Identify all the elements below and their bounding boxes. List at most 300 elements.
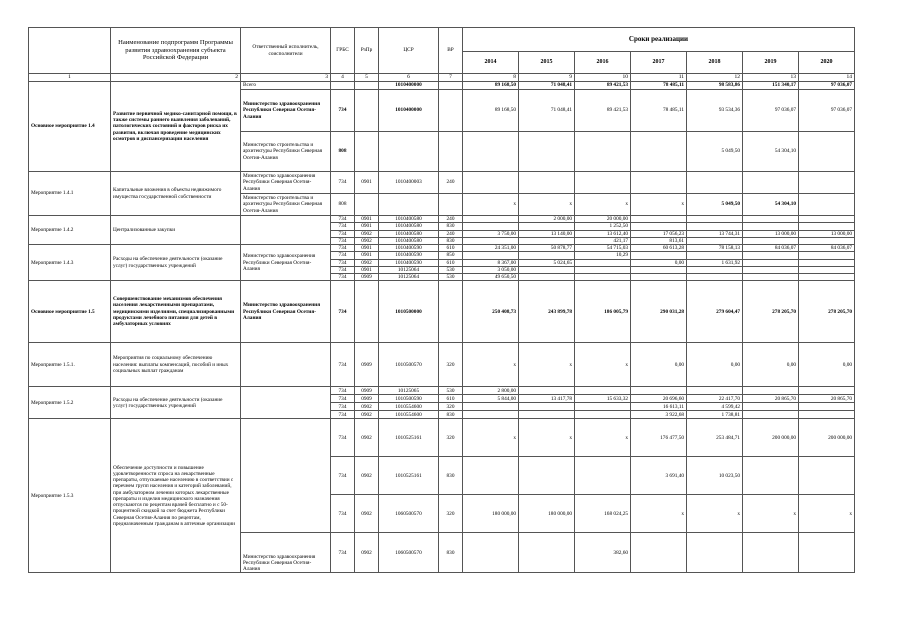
csr-cell: 1010500000 [379,281,439,343]
csr-cell: 10125064 [379,266,439,273]
value-cell: 168 024,25 [575,495,631,533]
value-cell: 20 000,00 [575,216,631,223]
value-cell: х [743,495,799,533]
header-year: 2016 [575,52,631,74]
vr-cell: 240 [439,216,463,223]
column-index: 6 [379,74,439,82]
rzpr-cell: 0902 [355,533,379,573]
header-executor: Ответственный исполнитель, соисполнители [241,28,331,74]
header-name: Наименование подпрограмм Программы развития здравоохранения субъекта Российской Федерации [111,28,241,74]
value-cell [631,252,687,259]
value-cell: 71 048,41 [519,82,575,90]
value-cell [687,223,743,230]
grbs-cell: 734 [331,237,355,244]
value-cell [687,266,743,273]
row-name: Мероприятия по социальному обеспечению населения: выплаты компенсаций, пособий и иных социальных выплат гражданам [111,343,241,387]
value-cell: 20 865,70 [799,395,855,403]
value-cell [463,403,519,411]
header-period: Сроки реализации [463,28,855,52]
value-cell: 200 000,00 [743,419,799,457]
value-cell [463,457,519,495]
grbs-cell: 734 [331,281,355,343]
vr-cell: 530 [439,387,463,395]
value-cell: х [519,343,575,387]
value-cell: 49 650,50 [463,274,519,281]
program-table-container [28,27,854,573]
vr-cell: 320 [439,403,463,411]
value-cell: 1 738,81 [687,411,743,419]
grbs-cell: 734 [331,533,355,573]
csr-cell: 1010500590 [379,395,439,403]
row-name: Расходы на обеспечение деятельности (оказание услуг) государственных учреждений [111,245,241,281]
value-cell [519,457,575,495]
value-cell [631,274,687,281]
value-cell [463,216,519,223]
grbs-cell: 734 [331,403,355,411]
value-cell [631,266,687,273]
value-cell [519,237,575,244]
value-cell [743,274,799,281]
value-cell: 200 000,00 [799,419,855,457]
table-row [29,343,855,387]
value-cell: х [463,419,519,457]
grbs-cell: 734 [331,274,355,281]
vr-cell: 830 [439,411,463,419]
csr-cell: 1010400590 [379,245,439,252]
vr-cell: 830 [439,457,463,495]
table-row [29,82,855,90]
value-cell: 3 050,00 [463,266,519,273]
csr-cell: 1010400580 [379,230,439,237]
value-cell: 84 036,07 [799,245,855,252]
value-cell: 382,60 [575,533,631,573]
value-cell: 176 477,50 [631,419,687,457]
value-cell [799,259,855,266]
csr-cell: 1060500570 [379,533,439,573]
csr-cell: 1010400003 [379,172,439,194]
value-cell: 5 049,50 [687,194,743,216]
value-cell: 13 000,00 [799,230,855,237]
value-cell: 1 252,50 [575,223,631,230]
vr-cell: 830 [439,237,463,244]
value-cell: 89 168,50 [463,90,519,132]
value-cell [743,237,799,244]
value-cell: 8 367,00 [463,259,519,266]
value-cell: 13 744,31 [687,230,743,237]
row-name: Централизованные закупки [111,216,241,245]
value-cell [631,216,687,223]
csr-cell: 1010500570 [379,343,439,387]
row-label: Основное мероприятие 1.5 [29,281,111,343]
table-row [29,419,855,457]
value-cell [743,387,799,395]
value-cell: 10,29 [575,252,631,259]
grbs-cell: 734 [331,343,355,387]
value-cell: 15 633,32 [575,395,631,403]
value-cell: 22 417,70 [687,395,743,403]
grbs-cell: 734 [331,230,355,237]
value-cell: 0,00 [687,343,743,387]
rzpr-cell: 0901 [355,216,379,223]
header-csr: ЦСР [379,28,439,74]
value-cell: 10 023,50 [687,457,743,495]
value-cell: 89 421,53 [575,90,631,132]
csr-cell: 1010554600 [379,411,439,419]
header-grbs: ГРБС [331,28,355,74]
rzpr-cell: 0902 [355,457,379,495]
csr-cell: 1010400580 [379,223,439,230]
value-cell [631,387,687,395]
vr-cell: 850 [439,252,463,259]
value-cell: 5 024,65 [519,259,575,266]
grbs-cell: 734 [331,266,355,273]
value-cell [575,274,631,281]
rzpr-cell: 0902 [355,259,379,266]
value-cell: 180 000,00 [519,495,575,533]
value-cell [743,403,799,411]
column-index: 2 [111,74,241,82]
value-cell: 253 484,71 [687,419,743,457]
value-cell: 78 158,13 [687,245,743,252]
value-cell: 13 612,40 [575,230,631,237]
value-cell [575,259,631,266]
value-cell: 93 534,36 [687,90,743,132]
table-row [29,172,855,194]
grbs-cell: 734 [331,172,355,194]
column-index-row [29,74,855,82]
column-index: 9 [519,74,575,82]
vr-cell: 610 [439,245,463,252]
program-budget-table [28,27,855,573]
value-cell [575,411,631,419]
value-cell: 813,61 [631,237,687,244]
value-cell [799,533,855,573]
value-cell [687,216,743,223]
grbs-cell: 734 [331,90,355,132]
value-cell [799,216,855,223]
value-cell [575,266,631,273]
value-cell: 180 000,00 [463,495,519,533]
value-cell: х [631,194,687,216]
grbs-cell: 734 [331,395,355,403]
column-index: 12 [687,74,743,82]
value-cell [519,274,575,281]
column-index: 10 [575,74,631,82]
value-cell: 186 005,79 [575,281,631,343]
header-year: 2015 [519,52,575,74]
value-cell: 421,17 [575,237,631,244]
column-index: 11 [631,74,687,82]
value-cell: 60 613,28 [631,245,687,252]
value-cell: 0,00 [799,343,855,387]
csr-cell: 1010525161 [379,457,439,495]
value-cell [743,411,799,419]
executor-cell: Министерство здравоохранения Республики Северная Осетия-Алания [241,533,331,573]
value-cell: 4 599,42 [687,403,743,411]
grbs-cell: 734 [331,259,355,266]
value-cell: х [463,194,519,216]
rzpr-cell: 0902 [355,237,379,244]
value-cell: 54 715,03 [575,245,631,252]
value-cell [743,533,799,573]
column-index: 14 [799,74,855,82]
vr-cell: 610 [439,259,463,266]
value-cell [463,223,519,230]
header-year: 2014 [463,52,519,74]
value-cell: х [631,495,687,533]
value-cell: 278 205,70 [743,281,799,343]
row-label: Основное мероприятие 1.4 [29,82,111,172]
vr-cell: 530 [439,266,463,273]
value-cell: 278 205,70 [799,281,855,343]
value-cell: 279 604,47 [687,281,743,343]
column-index: 3 [241,74,331,82]
value-cell [519,252,575,259]
csr-cell: 1010400580 [379,237,439,244]
rzpr-cell: 0901 [355,223,379,230]
value-cell [799,403,855,411]
vr-cell: 830 [439,223,463,230]
rzpr-cell: 0901 [355,266,379,273]
value-cell: 1 631,92 [687,259,743,266]
value-cell: х [519,419,575,457]
rzpr-cell: 0902 [355,403,379,411]
grbs-cell: 734 [331,411,355,419]
vr-cell: 240 [439,172,463,194]
table-row [29,387,855,395]
csr-cell: 1010400590 [379,252,439,259]
row-label: Мероприятие 1.4.1 [29,172,111,216]
value-cell [519,223,575,230]
executor-cell: Министерство строительства и архитектуры Республики Северная Осетия-Алания [241,194,331,216]
value-cell [687,533,743,573]
value-cell: 2 000,00 [519,216,575,223]
value-cell: 0,00 [631,343,687,387]
value-cell [799,237,855,244]
value-cell [631,533,687,573]
value-cell [463,411,519,419]
rzpr-cell: 0902 [355,230,379,237]
csr-cell: 1010400000 [379,90,439,132]
vr-cell: 320 [439,419,463,457]
csr-cell: 10125065 [379,387,439,395]
csr-cell: 10125064 [379,274,439,281]
rzpr-cell: 0902 [355,419,379,457]
value-cell: 24 351,00 [463,245,519,252]
value-cell [519,403,575,411]
rzpr-cell: 0902 [355,495,379,533]
row-label: Мероприятие 1.4.2 [29,216,111,245]
value-cell: 3 922,68 [631,411,687,419]
rzpr-cell: 0901 [355,172,379,194]
csr-cell: 1010400590 [379,259,439,266]
grbs-cell: 734 [331,495,355,533]
vr-cell: 240 [439,230,463,237]
csr-cell: 1010400000 [379,82,439,90]
value-cell [799,411,855,419]
value-cell: 97 036,07 [743,90,799,132]
grbs-cell: 734 [331,457,355,495]
value-cell: 3 691,40 [631,457,687,495]
row-name: Расходы на обеспечение деятельности (оказание услуг) государственных учреждений [111,387,241,419]
value-cell: 16 613,11 [631,403,687,411]
grbs-cell: 808 [331,132,355,172]
value-cell: 20 696,60 [631,395,687,403]
value-cell [519,411,575,419]
value-cell [799,266,855,273]
column-index: 13 [743,74,799,82]
table-row [29,245,855,252]
header-year: 2019 [743,52,799,74]
row-label: Мероприятие 1.4.3 [29,245,111,281]
row-label: Мероприятие 1.5.2 [29,387,111,419]
value-cell [799,387,855,395]
value-cell: 250 408,73 [463,281,519,343]
rzpr-cell: 0902 [355,411,379,419]
value-cell: 97 036,07 [799,82,855,90]
value-cell: 54 304,10 [743,194,799,216]
value-cell: 13 000,00 [743,230,799,237]
header-vr: ВР [439,28,463,74]
value-cell: 78 485,11 [631,90,687,132]
value-cell: х [575,194,631,216]
row-name: Развитие первичной медико-санитарной помощи, в также системы раннего выявления заболеваний, патологических состояний и факторов риска их развития, включая проведение медицинских осмотров и диспансеризации населения [111,82,241,172]
value-cell: 2 800,00 [463,387,519,395]
column-index: 5 [355,74,379,82]
value-cell: 84 036,07 [743,245,799,252]
csr-cell: 1010554600 [379,403,439,411]
value-cell [463,237,519,244]
value-cell: 0,00 [631,259,687,266]
executor-cell: Министерство строительства и архитектуры Республики Северная Осетия-Алания [241,132,331,172]
value-cell [687,274,743,281]
total-label: Всего [241,82,331,90]
value-cell [743,266,799,273]
value-cell: 0,00 [743,343,799,387]
value-cell [687,387,743,395]
value-cell [463,252,519,259]
column-index: 7 [439,74,463,82]
vr-cell: 320 [439,343,463,387]
value-cell [799,223,855,230]
column-index: 4 [331,74,355,82]
value-cell: 13 417,78 [519,395,575,403]
table-row [29,216,855,223]
value-cell: 97 036,07 [799,90,855,132]
column-index: 1 [29,74,111,82]
value-cell: 71 048,41 [519,90,575,132]
rzpr-cell: 0909 [355,387,379,395]
value-cell [463,533,519,573]
value-cell [799,274,855,281]
value-cell: 3 750,00 [463,230,519,237]
value-cell [799,252,855,259]
column-index: 8 [463,74,519,82]
header-year: 2017 [631,52,687,74]
value-cell: 89 168,50 [463,82,519,90]
value-cell: х [575,419,631,457]
value-cell [687,252,743,259]
value-cell [799,457,855,495]
csr-cell: 1060500570 [379,495,439,533]
vr-cell: 530 [439,274,463,281]
executor-cell: Министерство здравоохранения Республики Северная Осетия-Алания [241,172,331,194]
value-cell [687,237,743,244]
header-blank-cell [29,28,111,74]
value-cell: х [799,495,855,533]
header-rzpr: РзПр [355,28,379,74]
csr-cell: 1010400580 [379,216,439,223]
row-label: Мероприятие 1.5.1. [29,343,111,387]
vr-cell: 830 [439,533,463,573]
row-name: Совершенствование механизмов обеспечения населения лекарственными препаратами, медицинскими изделиями, специализированными продуктами лечебного питания для детей в амбулаторных условиях [111,281,241,343]
row-label: Мероприятие 1.5.3 [29,419,111,573]
value-cell [743,457,799,495]
executor-cell: Министерство здравоохранения Республики Северная Осетия-Алания [241,90,331,132]
csr-cell: 1010525161 [379,419,439,457]
value-cell: 243 899,78 [519,281,575,343]
value-cell: х [687,495,743,533]
value-cell: х [519,194,575,216]
rzpr-cell: 0909 [355,395,379,403]
value-cell: 54 304,10 [743,132,799,172]
value-cell: 78 485,11 [631,82,687,90]
grbs-cell: 734 [331,216,355,223]
value-cell: 151 340,17 [743,82,799,90]
value-cell [743,216,799,223]
table-row [29,281,855,343]
value-cell [575,457,631,495]
value-cell: 5 049,50 [687,132,743,172]
value-cell: 17 056,23 [631,230,687,237]
rzpr-cell: 0909 [355,343,379,387]
value-cell [575,387,631,395]
value-cell: 50 878,77 [519,245,575,252]
grbs-cell: 808 [331,194,355,216]
value-cell: 13 140,00 [519,230,575,237]
value-cell [519,266,575,273]
value-cell [743,259,799,266]
value-cell [575,403,631,411]
value-cell [519,533,575,573]
value-cell [631,223,687,230]
header-year: 2018 [687,52,743,74]
value-cell: 98 583,86 [687,82,743,90]
value-cell: 89 421,53 [575,82,631,90]
row-name: Капитальные вложения в объекты недвижимого имущества государственной собственности [111,172,241,216]
value-cell: 5 844,00 [463,395,519,403]
grbs-cell: 734 [331,419,355,457]
value-cell: 20 865,70 [743,395,799,403]
value-cell [743,252,799,259]
rzpr-cell: 0909 [355,274,379,281]
header-year: 2020 [799,52,855,74]
row-name: Обеспечение доступности и повышение удовлетворенности спроса на лекарственные препараты, отпускаемые населению в соответствии с перечнем групп населения и категорий заболеваний, при амбулаторном лечении которых лекарственные препараты и изделия медицинского назначения отпускаются по рецептам врачей бесплатно и с 50-процентной скидкой за счет бюджета Республики Северная Осетия-Алания по рецептам, предназначенным гражданам в аптечные организации [111,419,241,573]
vr-cell: 610 [439,395,463,403]
value-cell: 290 031,28 [631,281,687,343]
grbs-cell: 734 [331,252,355,259]
rzpr-cell: 0901 [355,252,379,259]
vr-cell: 320 [439,495,463,533]
executor-cell: Министерство здравоохранения Республики Северная Осетия-Алания [241,245,331,281]
value-cell [743,223,799,230]
grbs-cell: 734 [331,223,355,230]
value-cell: х [463,343,519,387]
grbs-cell: 734 [331,245,355,252]
executor-cell: Министерство здравоохранения Республики Северная Осетия-Алания [241,281,331,343]
value-cell [519,387,575,395]
rzpr-cell: 0901 [355,245,379,252]
